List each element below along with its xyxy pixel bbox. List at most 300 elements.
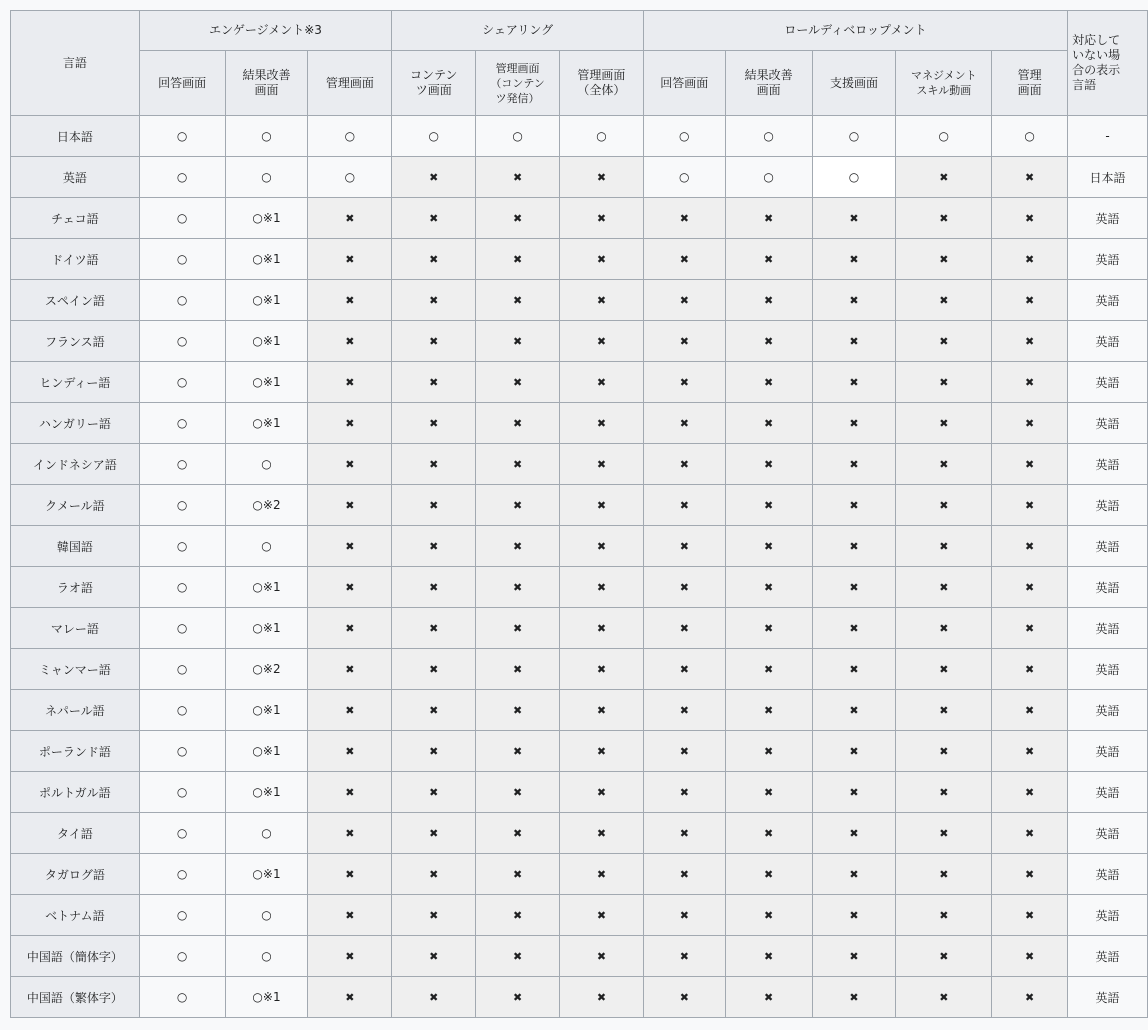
unsupported-cell: ✖ (392, 813, 476, 854)
unsupported-cell: ✖ (812, 280, 896, 321)
unsupported-cell: ✖ (992, 649, 1068, 690)
unsupported-cell: ✖ (992, 239, 1068, 280)
unsupported-cell: ✖ (308, 977, 392, 1018)
supported-cell: ○※1 (225, 854, 308, 895)
header-fallback-language: 対応して いない場 合の表示 言語 (1068, 11, 1148, 116)
unsupported-cell: ✖ (476, 608, 560, 649)
unsupported-cell: ✖ (896, 895, 992, 936)
unsupported-cell: ✖ (392, 198, 476, 239)
unsupported-cell: ✖ (812, 198, 896, 239)
supported-cell: ○※1 (225, 731, 308, 772)
unsupported-cell: ✖ (812, 239, 896, 280)
unsupported-cell: ✖ (476, 731, 560, 772)
unsupported-cell: ✖ (392, 239, 476, 280)
header-group-role-development: ロールディベロップメント (643, 11, 1067, 51)
unsupported-cell: ✖ (812, 608, 896, 649)
language-name: ラオ語 (11, 567, 140, 608)
table-row (11, 977, 1148, 1018)
header-subcolumn: 管理画面 （コンテン ツ発信） (476, 51, 560, 116)
unsupported-cell: ✖ (560, 567, 644, 608)
table-row (11, 936, 1148, 977)
fallback-language: 英語 (1068, 772, 1148, 813)
unsupported-cell: ✖ (308, 608, 392, 649)
language-name: 日本語 (11, 116, 140, 157)
header-subcolumn: コンテン ツ画面 (392, 51, 476, 116)
supported-cell: ○ (139, 567, 225, 608)
header-group-sharing: シェアリング (392, 11, 644, 51)
supported-cell: ○ (139, 280, 225, 321)
supported-cell: ○ (225, 116, 308, 157)
table-row (11, 526, 1148, 567)
supported-cell: ○※1 (225, 608, 308, 649)
unsupported-cell: ✖ (812, 526, 896, 567)
language-name: ヒンディー語 (11, 362, 140, 403)
unsupported-cell: ✖ (392, 977, 476, 1018)
supported-cell: ○ (139, 895, 225, 936)
table-row (11, 321, 1148, 362)
header-subcolumn: 結果改善 画面 (225, 51, 308, 116)
table-row (11, 403, 1148, 444)
language-support-table (10, 10, 1148, 1018)
unsupported-cell: ✖ (308, 280, 392, 321)
unsupported-cell: ✖ (308, 567, 392, 608)
unsupported-cell: ✖ (476, 526, 560, 567)
supported-cell: ○ (725, 157, 812, 198)
supported-cell: ○※1 (225, 567, 308, 608)
unsupported-cell: ✖ (308, 690, 392, 731)
unsupported-cell: ✖ (476, 157, 560, 198)
table-row (11, 649, 1148, 690)
unsupported-cell: ✖ (476, 567, 560, 608)
unsupported-cell: ✖ (643, 485, 725, 526)
unsupported-cell: ✖ (308, 854, 392, 895)
unsupported-cell: ✖ (560, 813, 644, 854)
unsupported-cell: ✖ (643, 690, 725, 731)
language-name: チェコ語 (11, 198, 140, 239)
unsupported-cell: ✖ (725, 895, 812, 936)
unsupported-cell: ✖ (725, 403, 812, 444)
unsupported-cell: ✖ (643, 280, 725, 321)
supported-cell: ○※1 (225, 362, 308, 403)
unsupported-cell: ✖ (812, 936, 896, 977)
fallback-language: 英語 (1068, 649, 1148, 690)
unsupported-cell: ✖ (476, 403, 560, 444)
unsupported-cell: ✖ (896, 526, 992, 567)
fallback-language: 英語 (1068, 403, 1148, 444)
supported-cell: ○ (139, 239, 225, 280)
supported-cell: ○ (392, 116, 476, 157)
unsupported-cell: ✖ (643, 403, 725, 444)
language-name: ハンガリー語 (11, 403, 140, 444)
unsupported-cell: ✖ (812, 649, 896, 690)
unsupported-cell: ✖ (725, 280, 812, 321)
language-name: インドネシア語 (11, 444, 140, 485)
supported-cell: ○ (643, 157, 725, 198)
unsupported-cell: ✖ (476, 649, 560, 690)
language-name: マレー語 (11, 608, 140, 649)
unsupported-cell: ✖ (896, 567, 992, 608)
unsupported-cell: ✖ (896, 854, 992, 895)
unsupported-cell: ✖ (725, 321, 812, 362)
supported-cell: ○※1 (225, 280, 308, 321)
table-row (11, 239, 1148, 280)
fallback-language: 英語 (1068, 485, 1148, 526)
supported-cell: ○ (812, 116, 896, 157)
unsupported-cell: ✖ (992, 198, 1068, 239)
language-name: ドイツ語 (11, 239, 140, 280)
unsupported-cell: ✖ (896, 977, 992, 1018)
language-name: 中国語（簡体字） (11, 936, 140, 977)
unsupported-cell: ✖ (725, 362, 812, 403)
table-row (11, 362, 1148, 403)
unsupported-cell: ✖ (725, 608, 812, 649)
unsupported-cell: ✖ (392, 895, 476, 936)
unsupported-cell: ✖ (812, 362, 896, 403)
unsupported-cell: ✖ (992, 485, 1068, 526)
unsupported-cell: ✖ (560, 321, 644, 362)
unsupported-cell: ✖ (725, 239, 812, 280)
supported-cell: ○ (225, 936, 308, 977)
unsupported-cell: ✖ (392, 936, 476, 977)
supported-cell: ○※1 (225, 977, 308, 1018)
unsupported-cell: ✖ (812, 977, 896, 1018)
language-name: 韓国語 (11, 526, 140, 567)
unsupported-cell: ✖ (812, 321, 896, 362)
unsupported-cell: ✖ (992, 444, 1068, 485)
supported-cell: ○ (139, 403, 225, 444)
unsupported-cell: ✖ (896, 731, 992, 772)
unsupported-cell: ✖ (476, 977, 560, 1018)
unsupported-cell: ✖ (896, 813, 992, 854)
unsupported-cell: ✖ (992, 608, 1068, 649)
supported-cell: ○※2 (225, 485, 308, 526)
fallback-language: - (1068, 116, 1148, 157)
unsupported-cell: ✖ (896, 608, 992, 649)
supported-cell: ○ (139, 731, 225, 772)
unsupported-cell: ✖ (308, 526, 392, 567)
unsupported-cell: ✖ (643, 526, 725, 567)
supported-cell: ○※1 (225, 772, 308, 813)
language-name: ベトナム語 (11, 895, 140, 936)
unsupported-cell: ✖ (643, 731, 725, 772)
unsupported-cell: ✖ (725, 198, 812, 239)
unsupported-cell: ✖ (643, 895, 725, 936)
unsupported-cell: ✖ (896, 690, 992, 731)
table-row (11, 813, 1148, 854)
unsupported-cell: ✖ (992, 280, 1068, 321)
unsupported-cell: ✖ (392, 403, 476, 444)
language-name: タイ語 (11, 813, 140, 854)
unsupported-cell: ✖ (725, 772, 812, 813)
unsupported-cell: ✖ (476, 444, 560, 485)
unsupported-cell: ✖ (643, 321, 725, 362)
unsupported-cell: ✖ (992, 936, 1068, 977)
unsupported-cell: ✖ (308, 321, 392, 362)
unsupported-cell: ✖ (992, 854, 1068, 895)
supported-cell: ○ (225, 895, 308, 936)
unsupported-cell: ✖ (392, 321, 476, 362)
unsupported-cell: ✖ (476, 198, 560, 239)
fallback-language: 英語 (1068, 526, 1148, 567)
unsupported-cell: ✖ (560, 895, 644, 936)
unsupported-cell: ✖ (476, 280, 560, 321)
unsupported-cell: ✖ (992, 731, 1068, 772)
header-subcolumn: 管理画面 (308, 51, 392, 116)
unsupported-cell: ✖ (476, 321, 560, 362)
supported-cell: ○ (992, 116, 1068, 157)
table-row (11, 772, 1148, 813)
supported-cell: ○ (139, 977, 225, 1018)
unsupported-cell: ✖ (560, 649, 644, 690)
unsupported-cell: ✖ (308, 731, 392, 772)
table-row (11, 731, 1148, 772)
unsupported-cell: ✖ (392, 444, 476, 485)
supported-cell: ○ (476, 116, 560, 157)
unsupported-cell: ✖ (476, 239, 560, 280)
unsupported-cell: ✖ (392, 731, 476, 772)
unsupported-cell: ✖ (812, 485, 896, 526)
unsupported-cell: ✖ (308, 444, 392, 485)
unsupported-cell: ✖ (392, 854, 476, 895)
unsupported-cell: ✖ (992, 403, 1068, 444)
unsupported-cell: ✖ (812, 854, 896, 895)
fallback-language: 英語 (1068, 895, 1148, 936)
unsupported-cell: ✖ (560, 403, 644, 444)
unsupported-cell: ✖ (476, 485, 560, 526)
supported-cell: ○ (225, 157, 308, 198)
supported-cell: ○ (139, 649, 225, 690)
unsupported-cell: ✖ (896, 239, 992, 280)
fallback-language: 英語 (1068, 280, 1148, 321)
unsupported-cell: ✖ (392, 362, 476, 403)
unsupported-cell: ✖ (643, 444, 725, 485)
header-language: 言語 (11, 11, 140, 116)
unsupported-cell: ✖ (725, 813, 812, 854)
unsupported-cell: ✖ (896, 321, 992, 362)
unsupported-cell: ✖ (725, 649, 812, 690)
unsupported-cell: ✖ (392, 485, 476, 526)
unsupported-cell: ✖ (896, 280, 992, 321)
unsupported-cell: ✖ (476, 362, 560, 403)
fallback-language: 英語 (1068, 977, 1148, 1018)
fallback-language: 英語 (1068, 854, 1148, 895)
fallback-language: 英語 (1068, 813, 1148, 854)
unsupported-cell: ✖ (992, 977, 1068, 1018)
table-row (11, 280, 1148, 321)
unsupported-cell: ✖ (725, 567, 812, 608)
unsupported-cell: ✖ (992, 772, 1068, 813)
fallback-language: 英語 (1068, 198, 1148, 239)
supported-cell: ○ (139, 936, 225, 977)
language-name: ポーランド語 (11, 731, 140, 772)
language-name: 中国語（繁体字） (11, 977, 140, 1018)
supported-cell: ○ (139, 854, 225, 895)
unsupported-cell: ✖ (643, 649, 725, 690)
supported-cell: ○ (560, 116, 644, 157)
unsupported-cell: ✖ (643, 608, 725, 649)
unsupported-cell: ✖ (476, 854, 560, 895)
unsupported-cell: ✖ (476, 772, 560, 813)
unsupported-cell: ✖ (308, 772, 392, 813)
unsupported-cell: ✖ (992, 362, 1068, 403)
table-row (11, 895, 1148, 936)
supported-cell: ○ (896, 116, 992, 157)
supported-cell: ○※1 (225, 403, 308, 444)
unsupported-cell: ✖ (476, 936, 560, 977)
unsupported-cell: ✖ (725, 526, 812, 567)
header-subcolumn: 結果改善 画面 (725, 51, 812, 116)
unsupported-cell: ✖ (560, 690, 644, 731)
unsupported-cell: ✖ (560, 444, 644, 485)
fallback-language: 日本語 (1068, 157, 1148, 198)
supported-cell: ○ (812, 157, 896, 198)
unsupported-cell: ✖ (725, 485, 812, 526)
table-row (11, 608, 1148, 649)
table-row (11, 116, 1148, 157)
unsupported-cell: ✖ (308, 813, 392, 854)
supported-cell: ○ (308, 157, 392, 198)
unsupported-cell: ✖ (308, 239, 392, 280)
language-name: ミャンマー語 (11, 649, 140, 690)
fallback-language: 英語 (1068, 567, 1148, 608)
unsupported-cell: ✖ (308, 403, 392, 444)
unsupported-cell: ✖ (896, 198, 992, 239)
unsupported-cell: ✖ (725, 731, 812, 772)
fallback-language: 英語 (1068, 321, 1148, 362)
unsupported-cell: ✖ (643, 239, 725, 280)
supported-cell: ○ (139, 444, 225, 485)
unsupported-cell: ✖ (560, 772, 644, 813)
unsupported-cell: ✖ (392, 772, 476, 813)
supported-cell: ○ (139, 485, 225, 526)
fallback-language: 英語 (1068, 731, 1148, 772)
language-name: ネパール語 (11, 690, 140, 731)
unsupported-cell: ✖ (992, 321, 1068, 362)
language-name: クメール語 (11, 485, 140, 526)
supported-cell: ○ (139, 157, 225, 198)
unsupported-cell: ✖ (392, 649, 476, 690)
unsupported-cell: ✖ (560, 936, 644, 977)
unsupported-cell: ✖ (812, 731, 896, 772)
supported-cell: ○※1 (225, 239, 308, 280)
unsupported-cell: ✖ (812, 813, 896, 854)
table-row (11, 485, 1148, 526)
unsupported-cell: ✖ (725, 444, 812, 485)
unsupported-cell: ✖ (643, 854, 725, 895)
header-subcolumn: マネジメント スキル動画 (896, 51, 992, 116)
unsupported-cell: ✖ (896, 772, 992, 813)
unsupported-cell: ✖ (725, 690, 812, 731)
unsupported-cell: ✖ (643, 198, 725, 239)
supported-cell: ○ (643, 116, 725, 157)
unsupported-cell: ✖ (725, 936, 812, 977)
unsupported-cell: ✖ (392, 280, 476, 321)
unsupported-cell: ✖ (560, 239, 644, 280)
table-row (11, 444, 1148, 485)
unsupported-cell: ✖ (560, 485, 644, 526)
fallback-language: 英語 (1068, 444, 1148, 485)
unsupported-cell: ✖ (560, 362, 644, 403)
unsupported-cell: ✖ (643, 936, 725, 977)
unsupported-cell: ✖ (643, 362, 725, 403)
header-subcolumn: 支援画面 (812, 51, 896, 116)
table-row (11, 854, 1148, 895)
supported-cell: ○ (225, 813, 308, 854)
unsupported-cell: ✖ (560, 526, 644, 567)
supported-cell: ○※1 (225, 690, 308, 731)
unsupported-cell: ✖ (392, 526, 476, 567)
unsupported-cell: ✖ (643, 772, 725, 813)
supported-cell: ○ (139, 116, 225, 157)
supported-cell: ○※1 (225, 198, 308, 239)
unsupported-cell: ✖ (560, 977, 644, 1018)
unsupported-cell: ✖ (992, 157, 1068, 198)
language-name: フランス語 (11, 321, 140, 362)
supported-cell: ○ (139, 362, 225, 403)
language-name: 英語 (11, 157, 140, 198)
unsupported-cell: ✖ (392, 567, 476, 608)
header-subcolumn: 回答画面 (139, 51, 225, 116)
supported-cell: ○ (139, 690, 225, 731)
language-name: タガログ語 (11, 854, 140, 895)
language-name: スペイン語 (11, 280, 140, 321)
unsupported-cell: ✖ (392, 690, 476, 731)
unsupported-cell: ✖ (896, 157, 992, 198)
unsupported-cell: ✖ (812, 567, 896, 608)
supported-cell: ○ (725, 116, 812, 157)
unsupported-cell: ✖ (476, 813, 560, 854)
header-subcolumn: 回答画面 (643, 51, 725, 116)
unsupported-cell: ✖ (392, 608, 476, 649)
unsupported-cell: ✖ (643, 977, 725, 1018)
unsupported-cell: ✖ (992, 895, 1068, 936)
table-row (11, 157, 1148, 198)
fallback-language: 英語 (1068, 362, 1148, 403)
unsupported-cell: ✖ (392, 157, 476, 198)
unsupported-cell: ✖ (812, 895, 896, 936)
unsupported-cell: ✖ (560, 198, 644, 239)
supported-cell: ○ (308, 116, 392, 157)
unsupported-cell: ✖ (725, 854, 812, 895)
header-subcolumn: 管理画面 （全体） (560, 51, 644, 116)
unsupported-cell: ✖ (308, 895, 392, 936)
unsupported-cell: ✖ (992, 567, 1068, 608)
fallback-language: 英語 (1068, 936, 1148, 977)
supported-cell: ○ (139, 321, 225, 362)
unsupported-cell: ✖ (308, 198, 392, 239)
fallback-language: 英語 (1068, 608, 1148, 649)
unsupported-cell: ✖ (812, 690, 896, 731)
unsupported-cell: ✖ (896, 403, 992, 444)
unsupported-cell: ✖ (560, 280, 644, 321)
unsupported-cell: ✖ (896, 444, 992, 485)
supported-cell: ○ (225, 526, 308, 567)
table-row (11, 567, 1148, 608)
unsupported-cell: ✖ (643, 567, 725, 608)
unsupported-cell: ✖ (812, 403, 896, 444)
supported-cell: ○ (139, 198, 225, 239)
supported-cell: ○※2 (225, 649, 308, 690)
unsupported-cell: ✖ (992, 526, 1068, 567)
fallback-language: 英語 (1068, 690, 1148, 731)
header-group-engagement: エンゲージメント※3 (139, 11, 392, 51)
unsupported-cell: ✖ (896, 649, 992, 690)
supported-cell: ○※1 (225, 321, 308, 362)
unsupported-cell: ✖ (308, 936, 392, 977)
unsupported-cell: ✖ (992, 813, 1068, 854)
unsupported-cell: ✖ (308, 362, 392, 403)
supported-cell: ○ (139, 813, 225, 854)
